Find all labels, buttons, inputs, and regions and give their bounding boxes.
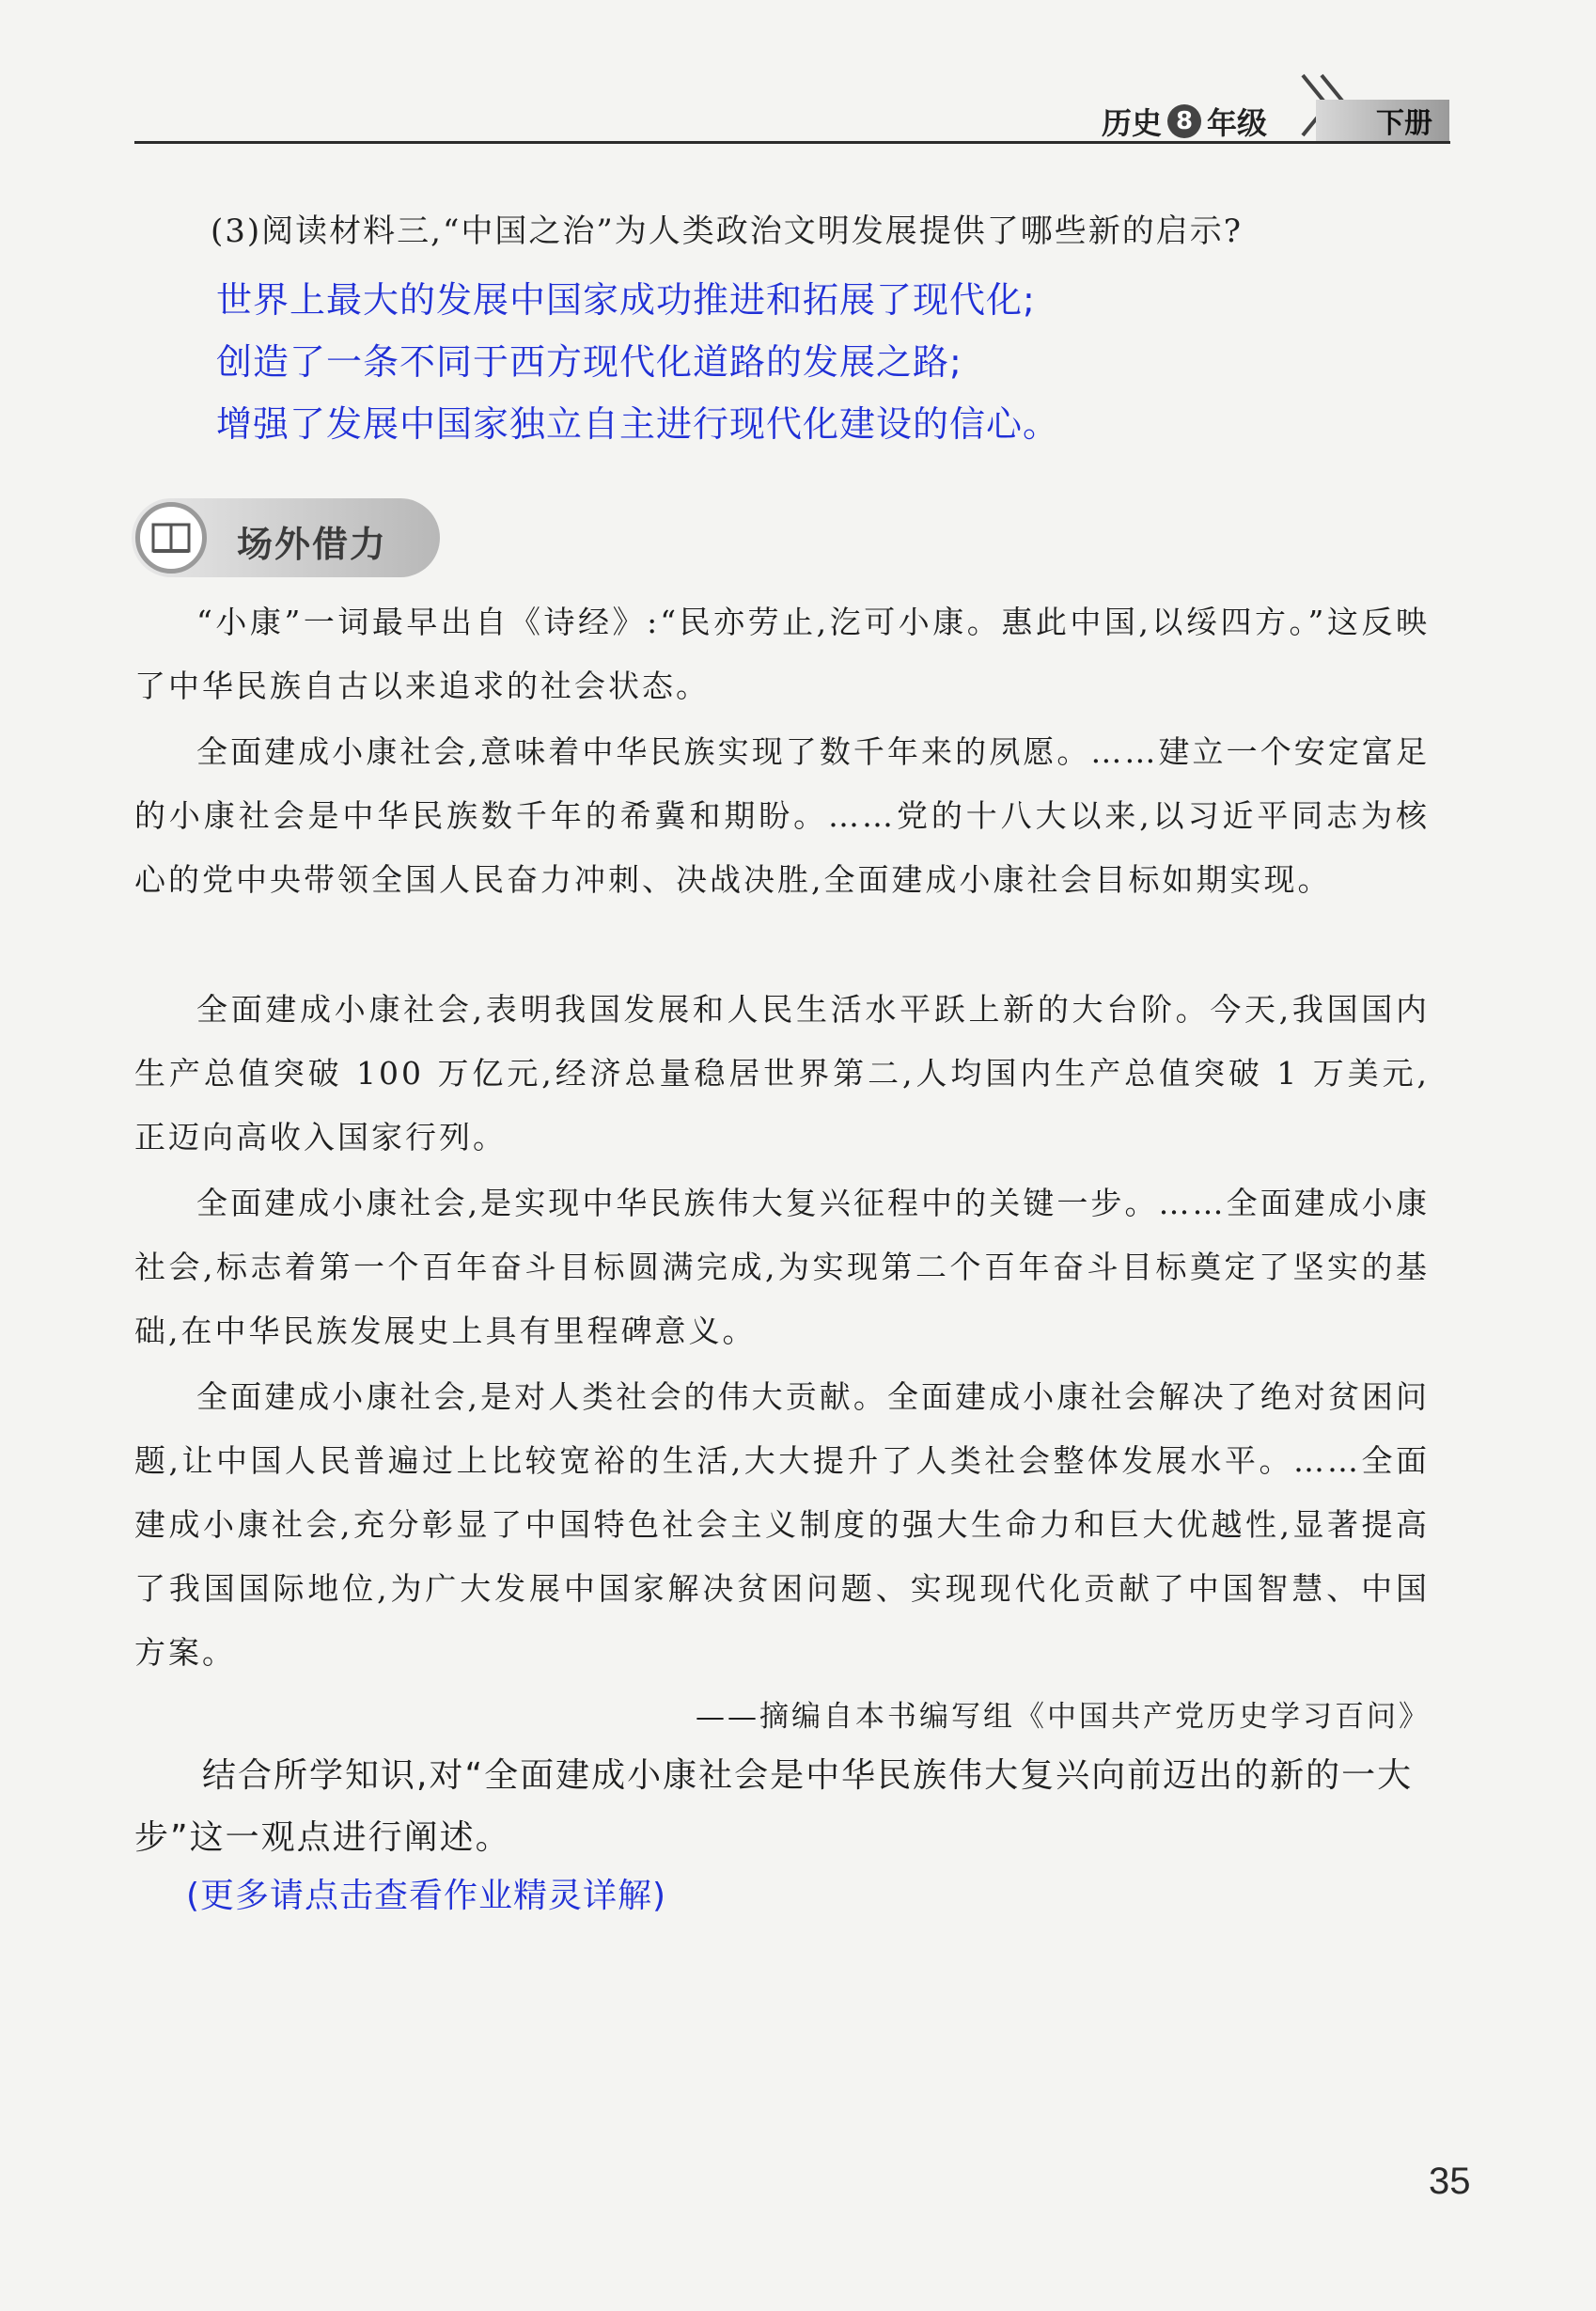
volume-tag: 下册 [1316, 100, 1449, 141]
more-details-link[interactable]: (更多请点击查看作业精灵详解) [186, 1877, 667, 1915]
subject-label: 历史 [1102, 105, 1163, 141]
passage-paragraph-5: 全面建成小康社会,是对人类社会的伟大贡献。全面建成小康社会解决了绝对贫困问题,让中国人民普遍过上比较宽裕的生活,大大提升了人类社会整体发展水平。……全面建成小康社会,充分彰显了中国特色社会主义制度的强大生命力和巨大优越性,显著提高了我国国际地位,为广大发展中国家解决贫困问题、实现现代化贡献了中国智慧、中国方案。 [134, 1378, 1430, 1671]
question-prompt: 结合所学知识,对“全面建成小康社会是中华民族伟大复兴向前迈出的新的一大步”这一观点进行阐述。 [134, 1756, 1414, 1857]
open-book-icon [135, 502, 207, 574]
passage-paragraph-3: 全面建成小康社会,表明我国发展和人民生活水平跃上新的大台阶。今天,我国国内生产总值突破 100 万亿元,经济总量稳居世界第二,人均国内生产总值突破 1 万美元,正迈向高收入国家行列。 [134, 991, 1430, 1156]
passage-paragraph-4: 全面建成小康社会,是实现中华民族伟大复兴征程中的关键一步。……全面建成小康社会,标志着第一个百年奋斗目标圆满完成,为实现第二个百年奋斗目标奠定了坚实的基础,在中华民族发展史上具有里程碑意义。 [134, 1185, 1430, 1349]
header-subject [1102, 102, 1267, 141]
passage-source: ——摘编自本书编写组《中国共产党历史学习百问》 [696, 1700, 1431, 1734]
grade-label: 年级 [1207, 105, 1268, 141]
answer-line-2: 创造了一条不同于西方现代化道路的发展之路; [216, 341, 962, 383]
passage-paragraph-1: “小康”一词最早出自《诗经》:“民亦劳止,汔可小康。惠此中国,以绥四方。”这反映了中华民族自古以来追求的社会状态。 [134, 604, 1430, 704]
section-badge [132, 498, 440, 577]
answer-line-3: 增强了发展中国家独立自主进行现代化建设的信心。 [216, 403, 1060, 445]
question-text: (3)阅读材料三,“中国之治”为人类政治文明发展提供了哪些新的启示? [211, 212, 1243, 250]
answer-line-1: 世界上最大的发展中国家成功推进和拓展了现代化; [216, 279, 1036, 321]
section-title: 场外借力 [237, 524, 388, 565]
grade-number-badge: 8 [1167, 104, 1201, 138]
passage-paragraph-2: 全面建成小康社会,意味着中华民族实现了数千年来的夙愿。……建立一个安定富足的小康社会是中华民族数千年的希冀和期盼。……党的十八大以来,以习近平同志为核心的党中央带领全国人民奋力冲刺、决战决胜,全面建成小康社会目标如期实现。 [134, 733, 1430, 898]
page-number: 35 [1429, 2161, 1471, 2202]
